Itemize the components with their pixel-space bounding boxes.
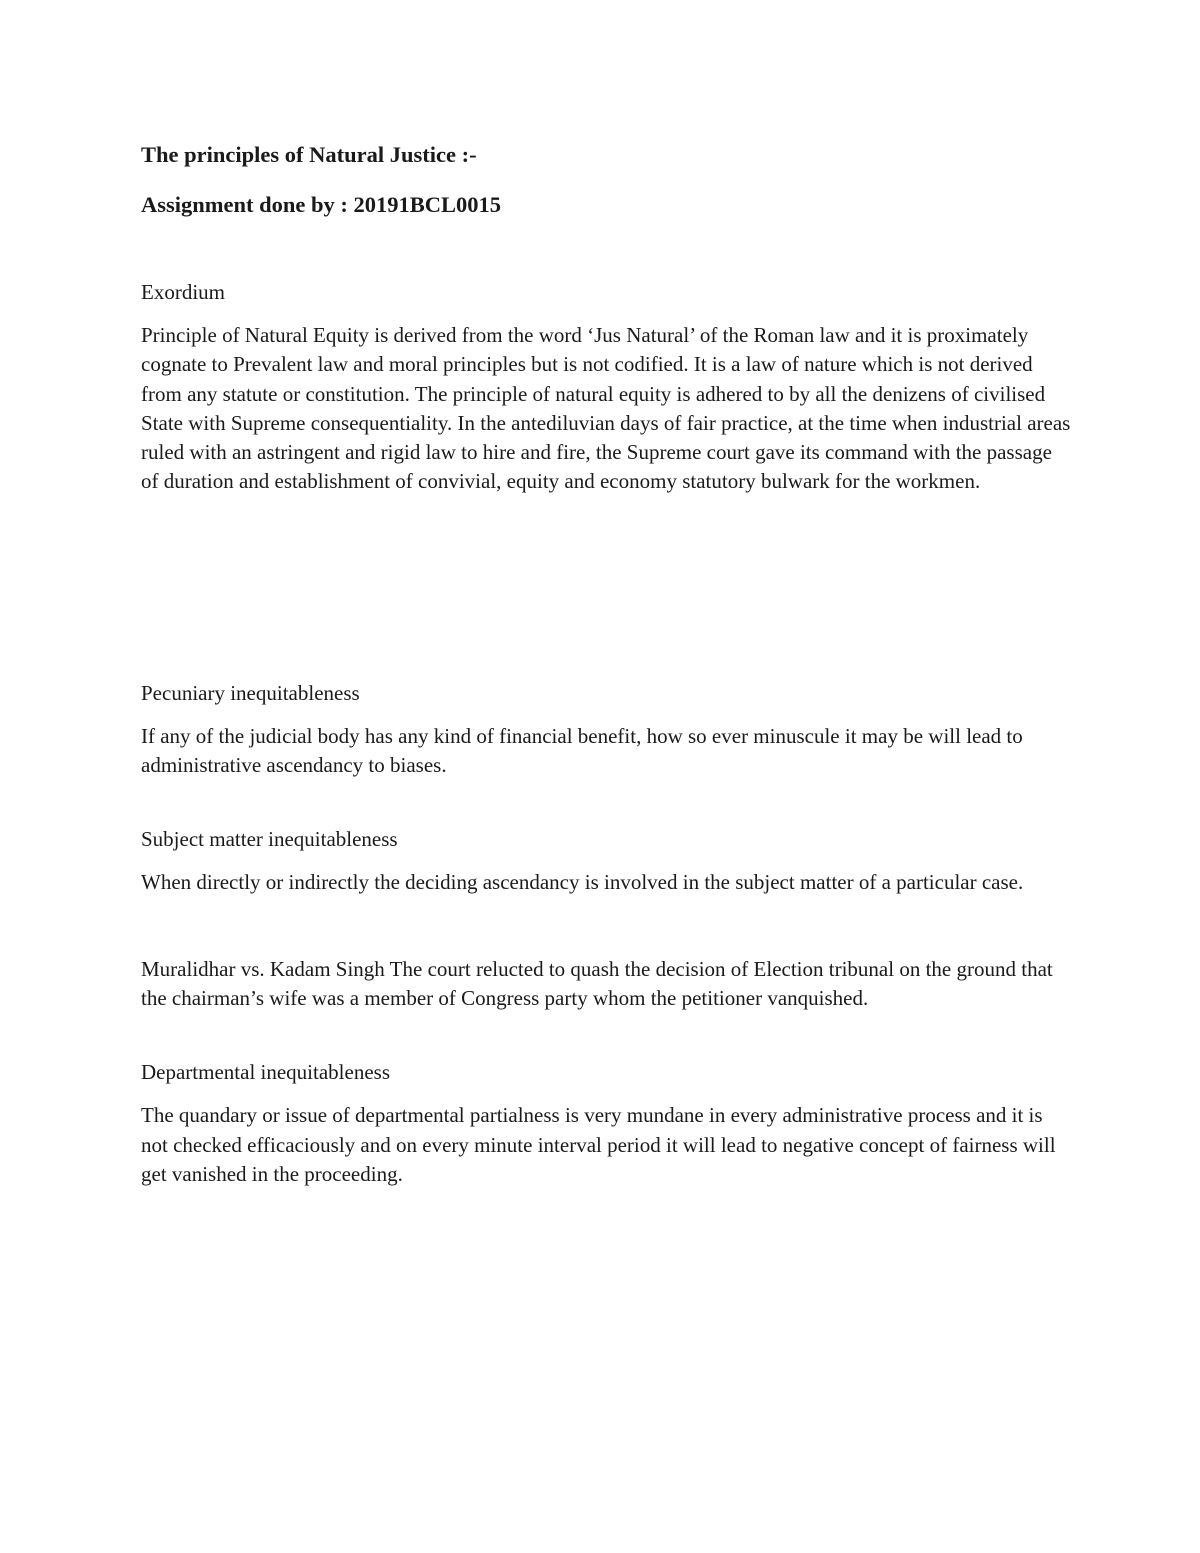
section-heading-subject-matter: Subject matter inequitableness bbox=[141, 827, 398, 852]
author-line: Assignment done by : 20191BCL0015 bbox=[141, 192, 502, 217]
section-heading-exordium: Exordium bbox=[141, 280, 225, 304]
section-body-exordium: Principle of Natural Equity is derived from the word ‘Jus Natural’ of the Roman law and it is proximately cognate to Prevalent law and moral principles but is not codified. It is a law of nature which is not derived from any statute or constitution. The principle of natural equity is adhered to by all the denizens of civilised State with Supreme consequentiality. In the antediluvian days of fair practice, at the time when industrial areas ruled with an astringent and rigid law to hire and fire, the Supreme court gave its command with the passage of duration and establishment of convivial, equity and economy statutory bulwark for the workmen. bbox=[141, 323, 1071, 494]
case-note-muralidhar: Muralidhar vs. Kadam Singh The court relucted to quash the decision of Election tribunal on the ground that the chairman’s wife was a member of Congress party whom the petitioner vanquished. bbox=[141, 956, 1053, 1010]
document-title: The principles of Natural Justice :- bbox=[141, 142, 477, 167]
document-content bbox=[141, 140, 1071, 1189]
section-heading-departmental: Departmental inequitableness bbox=[141, 1060, 390, 1085]
section-body-departmental: The quandary or issue of departmental partialness is very mundane in every administrative process and it is not checked efficaciously and on every minute interval period it will lead to negative concept of fairness will get vanished in the proceeding. bbox=[141, 1103, 1056, 1186]
section-body-pecuniary: If any of the judicial body has any kind of financial benefit, how so ever minuscule it may be will lead to administrative ascendancy to biases. bbox=[141, 723, 1023, 778]
section-body-subject-matter: When directly or indirectly the deciding ascendancy is involved in the subject matter of a particular case. bbox=[141, 870, 1024, 895]
section-heading-pecuniary: Pecuniary inequitableness bbox=[141, 680, 360, 705]
